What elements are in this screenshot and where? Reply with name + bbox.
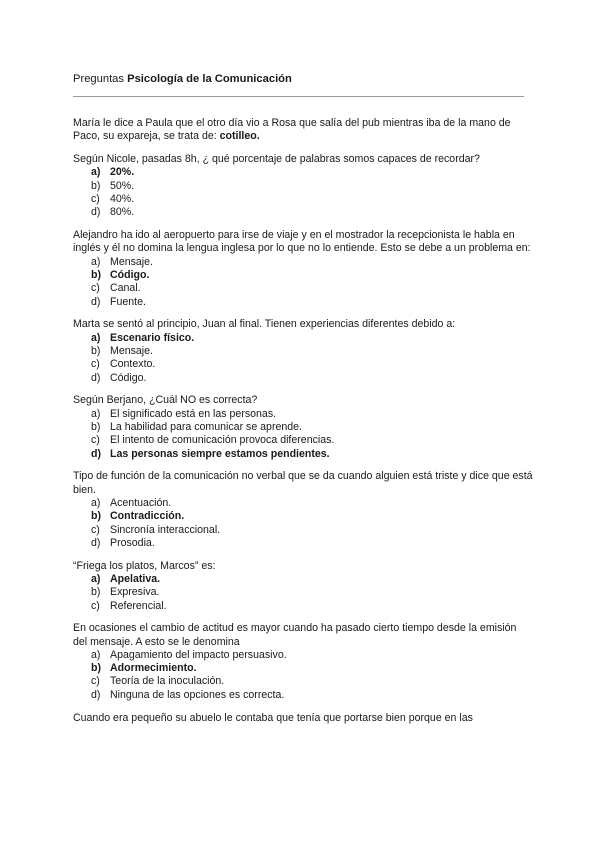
option-letter: c) [91, 358, 100, 371]
question-text: María le dice a Paula que el otro día vio a Rosa que salía del pub mientras iba de la mano de Paco, su expareja, se trata de: [73, 117, 511, 143]
option-list [73, 166, 533, 219]
answer-text: cotilleo. [219, 130, 260, 143]
option-letter: a) [91, 331, 101, 344]
option-letter: a) [91, 648, 101, 661]
page-header [73, 72, 292, 86]
option-item [91, 524, 533, 537]
option-label: Referencial. [110, 599, 167, 612]
header-title: Psicología de la Comunicación [127, 73, 292, 85]
question-text: Según Nicole, pasadas 8h, ¿ qué porcentaje de palabras somos capaces de recordar? [73, 153, 480, 166]
option-label: Mensaje. [110, 255, 153, 268]
option-label: Fuente. [110, 295, 146, 308]
question-text-line [73, 117, 533, 144]
correct-option [91, 662, 533, 675]
correct-option [91, 269, 533, 282]
option-letter: c) [91, 192, 100, 205]
question-block [73, 560, 533, 613]
option-letter: a) [91, 407, 101, 420]
header-prefix: Preguntas [73, 73, 124, 85]
question-text: Cuando era pequeño su abuelo le contaba que tenía que portarse bien porque en las [73, 711, 473, 724]
option-item [91, 180, 533, 193]
question-block [73, 318, 533, 384]
question-text-line [73, 153, 533, 166]
option-letter: b) [91, 179, 101, 192]
option-letter: b) [91, 510, 101, 523]
option-list [73, 256, 533, 309]
option-letter: d) [91, 206, 101, 219]
option-item [91, 537, 533, 550]
option-label: Sincronía interaccional. [110, 523, 221, 536]
option-item [91, 689, 533, 702]
option-letter: d) [91, 371, 101, 384]
option-label: Código. [110, 268, 150, 281]
option-item [91, 282, 533, 295]
option-label: Apagamiento del impacto persuasivo. [110, 648, 287, 661]
option-letter: d) [91, 688, 101, 701]
option-item [91, 206, 533, 219]
question-block [73, 712, 533, 725]
option-label: Teoría de la inoculación. [110, 675, 225, 688]
option-letter: d) [91, 536, 101, 549]
option-letter: b) [91, 420, 101, 433]
option-label: Acentuación. [110, 496, 172, 509]
option-letter: c) [91, 282, 100, 295]
correct-option [91, 448, 533, 461]
question-text: “Friega los platos, Marcos” es: [73, 559, 216, 572]
correct-option [91, 573, 533, 586]
option-letter: b) [91, 344, 101, 357]
question-text-line [73, 712, 533, 725]
correct-option [91, 332, 533, 345]
option-item [91, 421, 533, 434]
question-block [73, 470, 533, 550]
option-list [73, 332, 533, 385]
question-text: Alejandro ha ido al aeropuerto para irse de viaje y en el mostrador la recepcionista le habla en inglés y él no domina la lengua inglesa por lo que no lo entiende. Esto se debe a un problema en: [73, 229, 531, 255]
option-label: Contexto. [110, 358, 156, 371]
correct-option [91, 166, 533, 179]
question-text-line [73, 470, 533, 497]
option-label: El intento de comunicación provoca diferencias. [110, 434, 335, 447]
option-letter: a) [91, 572, 101, 585]
option-label: 50%. [110, 179, 135, 192]
option-item [91, 256, 533, 269]
option-item [91, 600, 533, 613]
option-letter: a) [91, 166, 101, 179]
option-label: 80%. [110, 206, 135, 219]
question-block [73, 394, 533, 460]
option-letter: a) [91, 255, 101, 268]
option-list [73, 573, 533, 613]
option-item [91, 358, 533, 371]
question-text-line [73, 394, 533, 407]
option-letter: c) [91, 675, 100, 688]
option-item [91, 193, 533, 206]
option-label: 40%. [110, 192, 135, 205]
question-text: Tipo de función de la comunicación no verbal que se da cuando alguien está triste y dice que está bien. [73, 470, 533, 496]
question-text-line [73, 229, 533, 256]
option-item [91, 675, 533, 688]
question-block [73, 117, 533, 144]
option-label: 20%. [110, 166, 135, 179]
option-item [91, 649, 533, 662]
option-label: Expresiva. [110, 586, 160, 599]
correct-option [91, 510, 533, 523]
option-label: Apelativa. [110, 572, 161, 585]
option-list [73, 497, 533, 550]
question-text-line [73, 318, 533, 331]
option-list [73, 408, 533, 461]
option-letter: c) [91, 599, 100, 612]
question-block [73, 229, 533, 309]
question-block [73, 622, 533, 702]
option-label: Canal. [110, 282, 141, 295]
question-text: Marta se sentó al principio, Juan al final. Tienen experiencias diferentes debido a: [73, 318, 456, 331]
header-divider [73, 96, 524, 97]
option-label: Código. [110, 371, 147, 384]
option-item [91, 434, 533, 447]
question-text: Según Berjano, ¿Cuál NO es correcta? [73, 394, 258, 407]
option-item [91, 345, 533, 358]
option-letter: c) [91, 523, 100, 536]
option-label: Escenario físico. [110, 331, 195, 344]
question-text-line [73, 560, 533, 573]
question-text-line [73, 622, 533, 649]
option-label: Mensaje. [110, 344, 153, 357]
option-label: Adormecimiento. [110, 662, 197, 675]
option-letter: b) [91, 586, 101, 599]
option-letter: a) [91, 496, 101, 509]
option-item [91, 296, 533, 309]
question-list [73, 117, 533, 734]
option-item [91, 586, 533, 599]
option-letter: b) [91, 662, 101, 675]
option-letter: c) [91, 434, 100, 447]
option-label: Las personas siempre estamos pendientes. [110, 447, 330, 460]
option-label: El significado está en las personas. [110, 407, 277, 420]
question-text: En ocasiones el cambio de actitud es mayor cuando ha pasado cierto tiempo desde la emisión del mensaje. A esto se le denomina [73, 622, 517, 648]
option-item [91, 408, 533, 421]
question-block [73, 153, 533, 219]
option-list [73, 649, 533, 702]
option-label: Ninguna de las opciones es correcta. [110, 688, 285, 701]
option-letter: d) [91, 447, 101, 460]
option-letter: b) [91, 268, 101, 281]
option-item [91, 497, 533, 510]
option-item [91, 372, 533, 385]
option-label: La habilidad para comunicar se aprende. [110, 420, 302, 433]
option-letter: d) [91, 295, 101, 308]
option-label: Contradicción. [110, 510, 185, 523]
option-label: Prosodia. [110, 536, 155, 549]
